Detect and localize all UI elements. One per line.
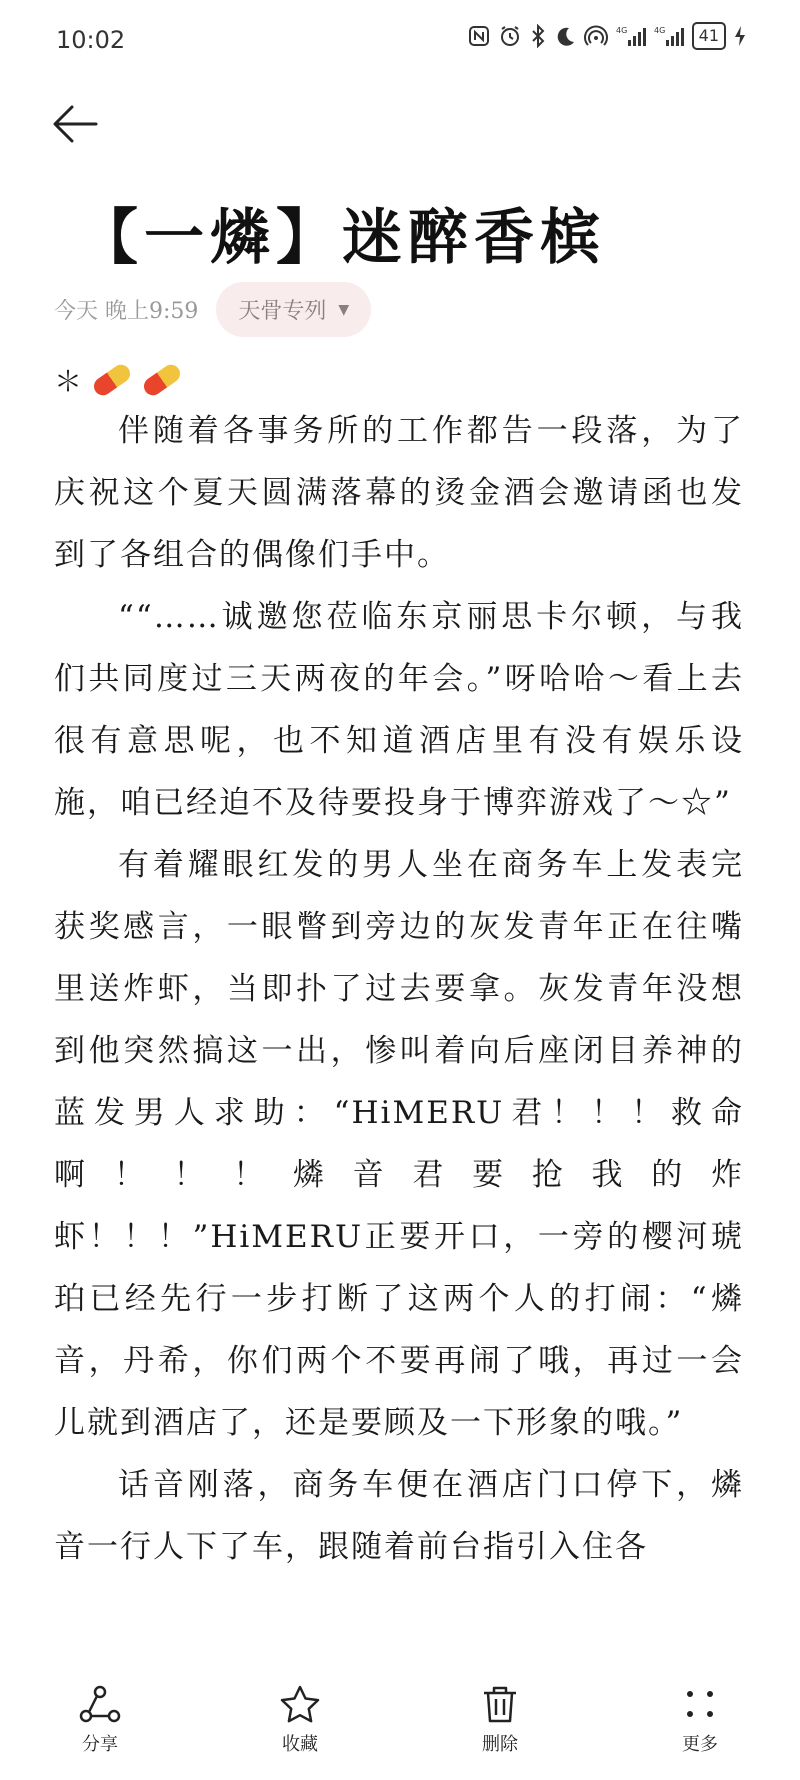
bluetooth-icon: [530, 24, 546, 48]
lead-line: [54, 360, 744, 400]
delete-label: 删除: [482, 1734, 518, 1755]
note-title: 【一燐】迷醉香槟: [78, 203, 606, 273]
star-icon: [278, 1684, 322, 1724]
bottom-toolbar: [0, 1660, 800, 1780]
note-meta: [54, 282, 371, 337]
share-label: 分享: [82, 1734, 118, 1755]
pill-icon: [90, 361, 133, 399]
more-icon: [678, 1684, 722, 1724]
delete-button[interactable]: [440, 1684, 560, 1756]
charging-icon: [734, 25, 746, 47]
pill-icon: [140, 361, 183, 399]
paragraph: ““……诚邀您莅临东京丽思卡尔顿，与我们共同度过三天两夜的年会。”呀哈哈～看上去很有意思呢，也不知道酒店里有没有娱乐设施，咱已经迫不及待要投身于博弈游戏了～☆”: [54, 599, 744, 821]
nfc-icon: [468, 25, 490, 47]
paragraph: 话音刚落，商务车便在酒店门口停下，燐音一行人下了车，跟随着前台指引入住各: [54, 1467, 744, 1565]
hotspot-icon: [584, 24, 608, 48]
favorite-label: 收藏: [282, 1734, 318, 1755]
paragraph: 伴随着各事务所的工作都告一段落，为了庆祝这个夏天圆满落幕的烫金酒会邀请函也发到了各组合的偶像们手中。: [54, 413, 744, 573]
signal-icon: [616, 24, 646, 48]
status-bar: [0, 0, 800, 80]
battery-icon: 41: [692, 22, 726, 50]
svg-text:4G: 4G: [653, 26, 665, 35]
signal-icon-2: [654, 24, 684, 48]
category-label: 天骨专列: [238, 299, 327, 324]
paragraph: 有着耀眼红发的男人坐在商务车上发表完获奖感言，一眼瞥到旁边的灰发青年正在往嘴里送炸虾，当即扑了过去要拿。灰发青年没想到他突然搞这一出，惨叫着向后座闭目养神的蓝发男人求助：“HiMERU君！！！救命啊！！！燐音君要抢我的炸虾！！！”HiMERU正要开口，一旁的樱河琥珀已经先行一步打断了这两个人的打闹：“燐音，丹希，你们两个不要再闹了哦，再过一会儿就到酒店了，还是要顾及一下形象的哦。”: [54, 847, 744, 1441]
svg-text:4G: 4G: [615, 26, 627, 35]
share-icon: [78, 1684, 122, 1724]
back-arrow-icon: [52, 104, 98, 144]
lead-asterisk: ＊: [54, 365, 83, 398]
status-icons: [468, 22, 746, 50]
trash-icon: [478, 1684, 522, 1724]
alarm-icon: [498, 24, 522, 48]
back-button[interactable]: [52, 104, 112, 154]
note-body[interactable]: [54, 360, 744, 1578]
status-time: 10:02: [56, 26, 126, 54]
favorite-button[interactable]: [240, 1684, 360, 1756]
more-label: 更多: [682, 1734, 718, 1755]
category-dropdown[interactable]: [216, 282, 371, 337]
moon-icon: [554, 25, 576, 47]
note-date: 今天 晚上9:59: [54, 299, 199, 324]
more-button[interactable]: [640, 1684, 760, 1756]
share-button[interactable]: [40, 1684, 160, 1756]
dropdown-arrow-icon: ▼: [338, 301, 350, 318]
